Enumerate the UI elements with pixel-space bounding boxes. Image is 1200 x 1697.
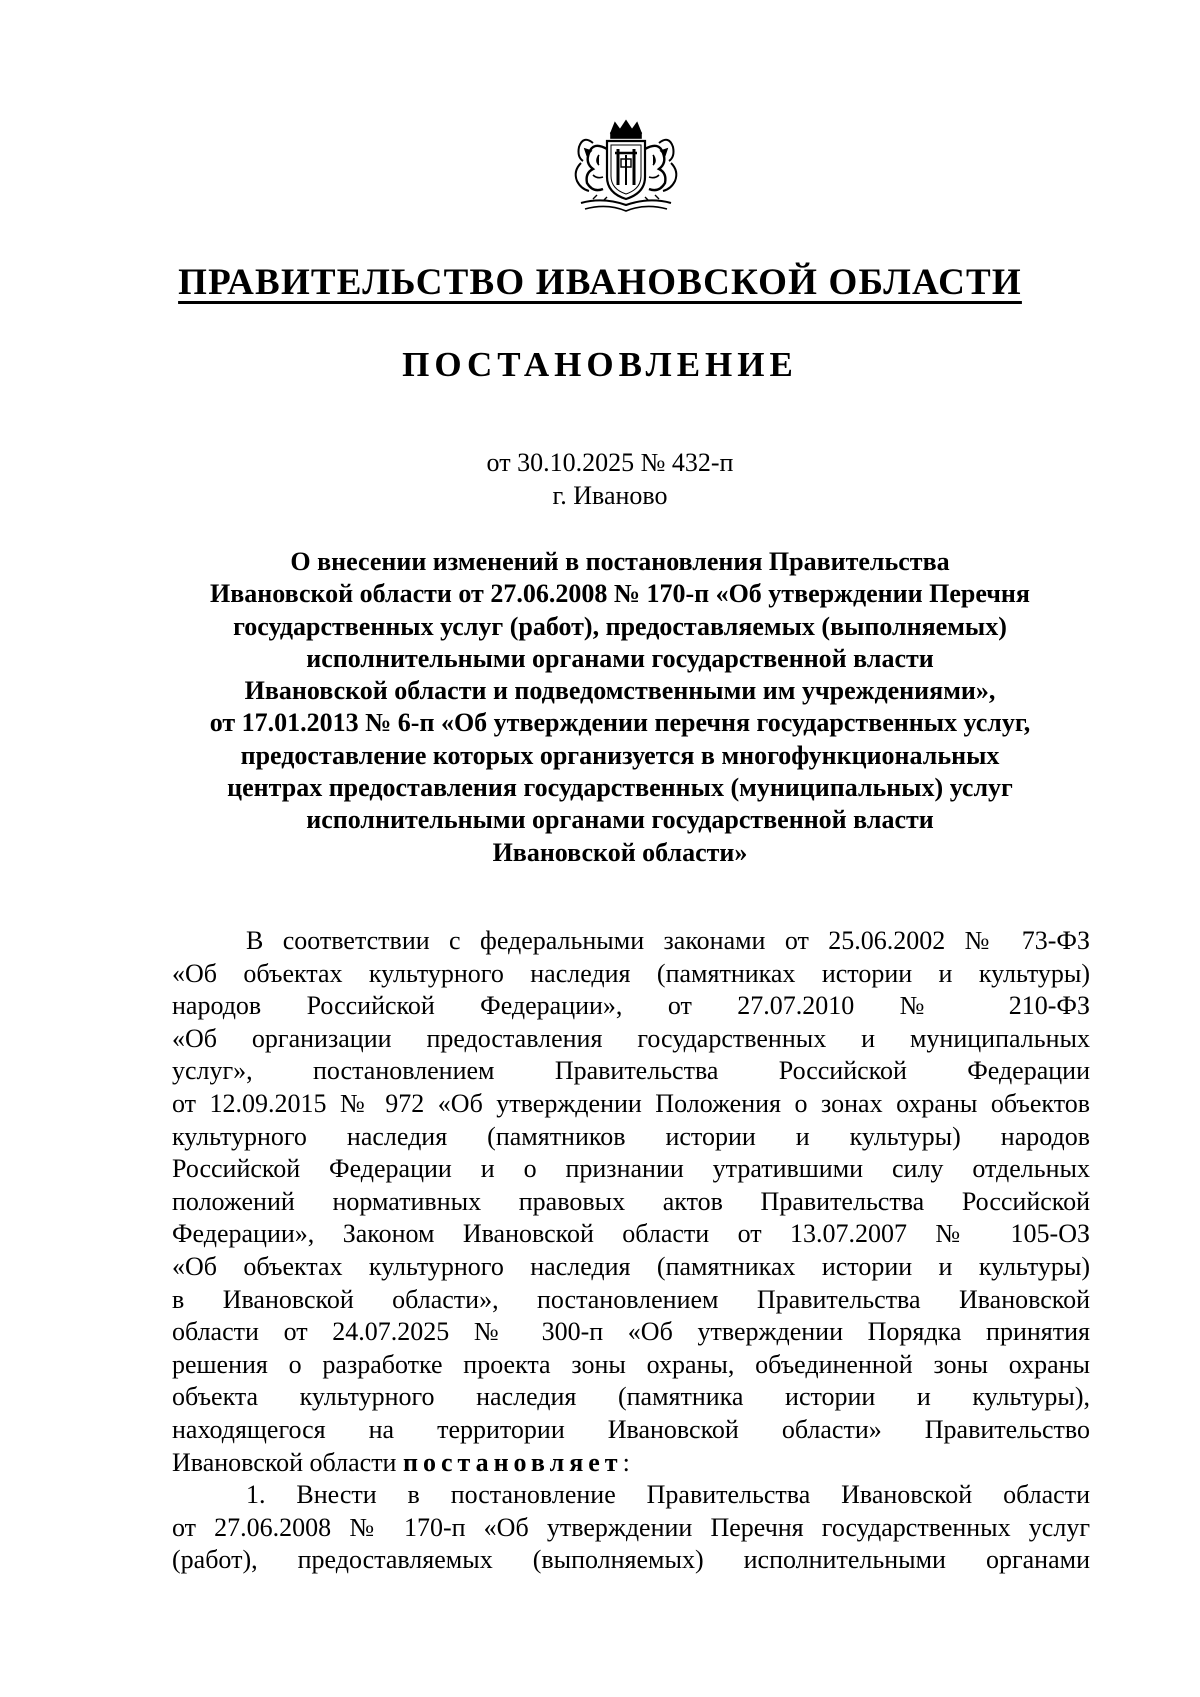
document-date-number: от 30.10.2025 № 432-п (486, 448, 734, 477)
body-line: народов Российской Федерации», от 27.07.2010 № 210-ФЗ (172, 991, 1090, 1021)
body-line: «Об объектах культурного наследия (памятниках истории и культуры) (172, 958, 1090, 988)
body-line: Федерации», Законом Ивановской области от 13.07.2007 № 105-ОЗ (172, 1219, 1090, 1249)
document-city: г. Иваново (552, 481, 668, 510)
subject-line: центрах предоставления государственных (муниципальных) услуг (227, 773, 1013, 803)
body-line: В соответствии с федеральными законами от 25.06.2002 № 73-ФЗ (246, 926, 1090, 955)
body-line: «Об объектах культурного наследия (памятниках истории и культуры) (172, 1251, 1090, 1281)
body-line: «Об организации предоставления государственных и муниципальных (172, 1023, 1090, 1053)
item-line: (работ), предоставляемых (выполняемых) исполнительными органами (172, 1545, 1090, 1575)
closing-prefix: Ивановской области (172, 1447, 403, 1477)
subject-line: от 17.01.2013 № 6-п «Об утверждении перечня государственных услуг, (209, 708, 1031, 738)
body-line: от 12.09.2015 № 972 «Об утверждении Положения о зонах охраны объектов (172, 1088, 1090, 1118)
closing-emphasis: постановляет (402, 1447, 623, 1477)
body-line: находящегося на территории Ивановской области» Правительство (172, 1414, 1090, 1444)
body-line: объекта культурного наследия (памятника истории и культуры), (172, 1382, 1090, 1412)
body-line: услуг», постановлением Правительства Российской Федерации (172, 1056, 1090, 1086)
subject-line: Ивановской области от 27.06.2008 № 170-п «Об утверждении Перечня (210, 579, 1030, 609)
closing-suffix: : (622, 1447, 630, 1477)
body-line: Российской Федерации и о признании утратившими силу отдельных (172, 1154, 1090, 1184)
body-closing-line (172, 1447, 1090, 1480)
organization-title (0, 261, 1200, 305)
coat-of-arms-emblem (563, 119, 689, 216)
body-line: положений нормативных правовых актов Правительства Российской (172, 1186, 1090, 1216)
body-line: области от 24.07.2025 № 300-п «Об утверждении Порядка принятия (172, 1317, 1090, 1347)
subject-line: государственных услуг (работ), предоставляемых (выполняемых) (233, 611, 1007, 641)
subject-line: исполнительными органами государственной власти (306, 805, 934, 835)
subject-line: Ивановской области и подведомственными им учреждениями», (244, 676, 996, 706)
document-type-heading: ПОСТАНОВЛЕНИЕ (402, 345, 798, 384)
document-subject (160, 546, 1080, 869)
subject-line: Ивановской области» (492, 837, 748, 867)
subject-line: О внесении изменений в постановления Правительства (290, 547, 950, 576)
body-line: решения о разработке проекта зоны охраны, объединенной зоны охраны (172, 1349, 1090, 1379)
body-line: в Ивановской области», постановлением Правительства Ивановской (172, 1284, 1090, 1314)
item-line: 1. Внести в постановление Правительства Ивановской области (246, 1480, 1090, 1510)
document-body (172, 925, 1090, 1577)
subject-line: предоставление которых организуется в многофункциональных (240, 740, 1000, 770)
body-line: культурного наследия (памятников истории и культуры) народов (172, 1121, 1090, 1151)
subject-line: исполнительными органами государственной власти (306, 643, 934, 673)
organization-name: ПРАВИТЕЛЬСТВО ИВАНОВСКОЙ ОБЛАСТИ (178, 262, 1022, 303)
item-line: от 27.06.2008 № 170-п «Об утверждении Перечня государственных услуг (172, 1512, 1090, 1542)
